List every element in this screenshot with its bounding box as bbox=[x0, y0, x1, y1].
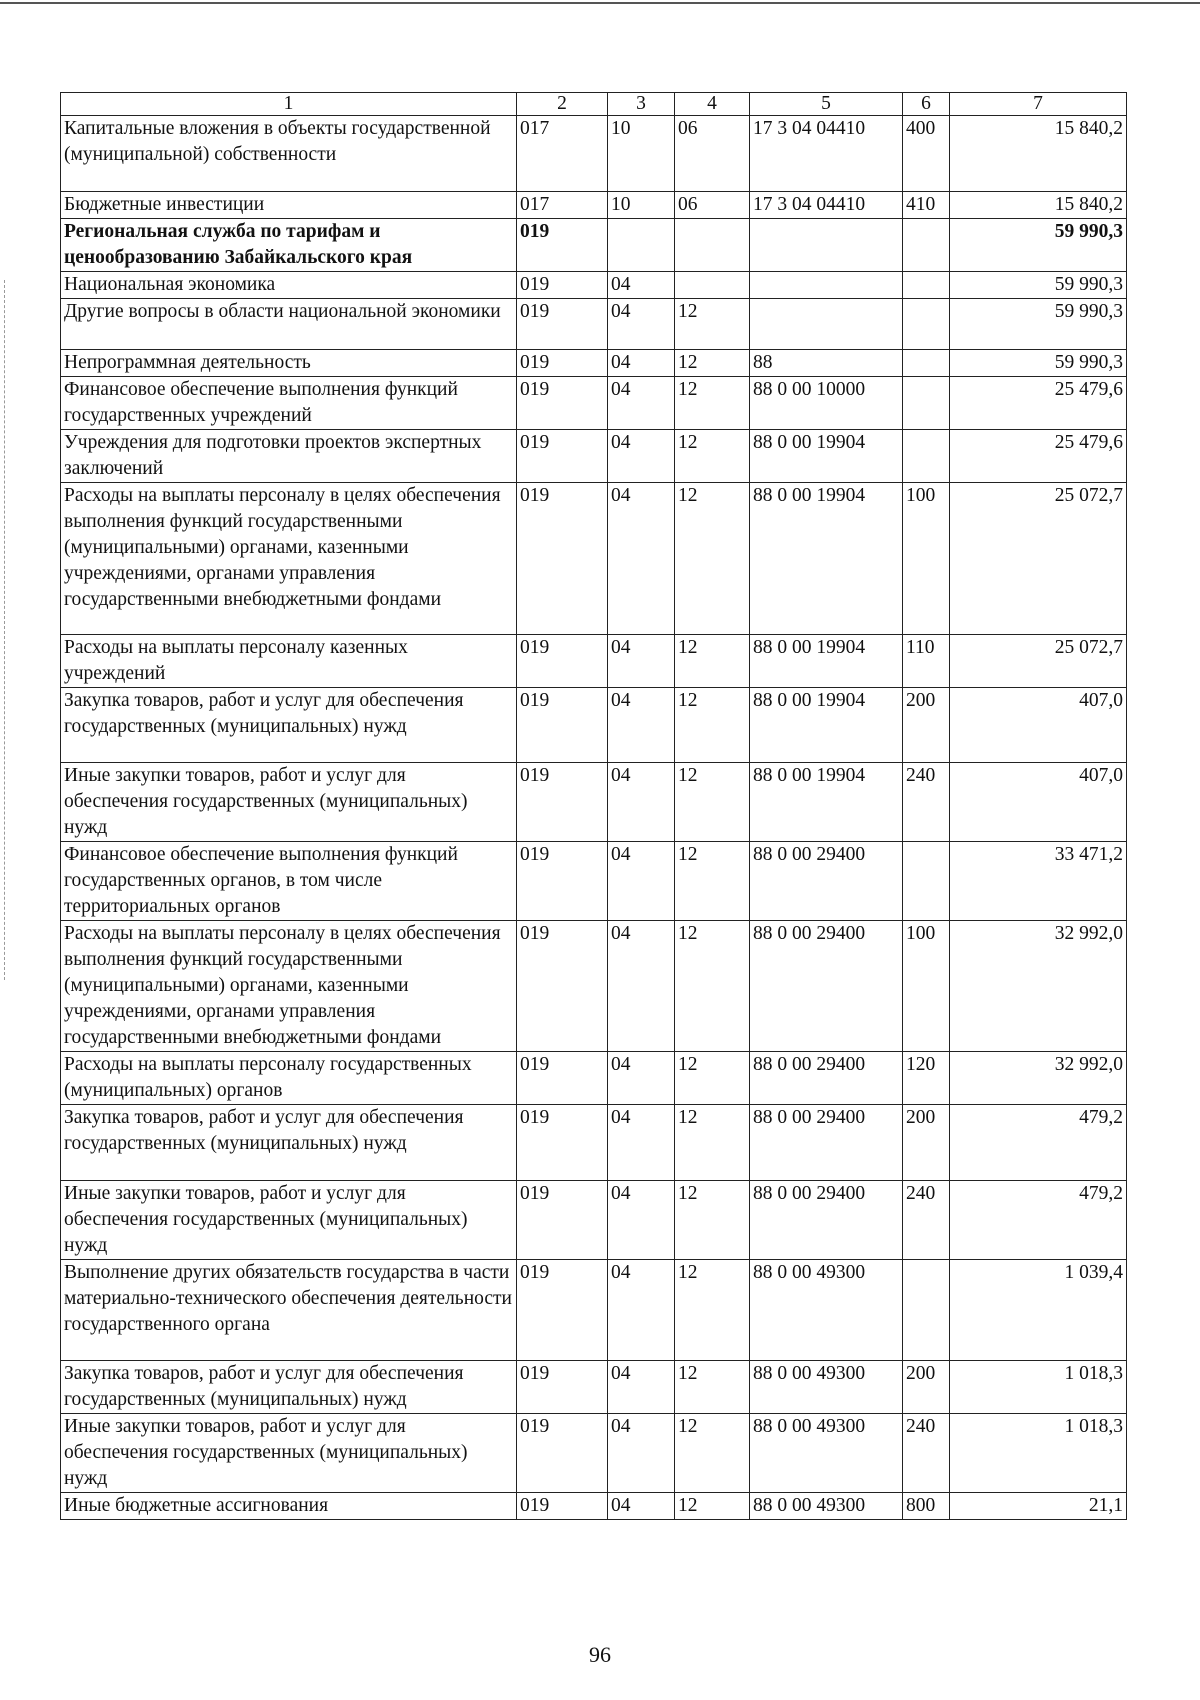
table-row bbox=[61, 842, 1127, 921]
cell-amount: 33 471,2 bbox=[950, 842, 1127, 921]
cell-expense-type-code bbox=[903, 377, 950, 430]
cell-amount: 1 018,3 bbox=[950, 1361, 1127, 1414]
cell-admin-code: 019 bbox=[517, 1260, 608, 1361]
cell-target-article-code: 88 0 00 49300 bbox=[750, 1361, 903, 1414]
cell-subsection-code: 12 bbox=[675, 842, 750, 921]
cell-amount: 25 479,6 bbox=[950, 377, 1127, 430]
cell-amount: 25 072,7 bbox=[950, 483, 1127, 635]
cell-row-name: Расходы на выплаты персоналу в целях обеспечения выполнения функций государственными (муниципальными) органами, казенными учреждениями, органами управления государственными внебюджетными фондами bbox=[61, 483, 517, 635]
cell-target-article-code bbox=[750, 272, 903, 299]
cell-section-code: 04 bbox=[608, 1414, 675, 1493]
cell-admin-code: 019 bbox=[517, 483, 608, 635]
cell-section-code: 04 bbox=[608, 1361, 675, 1414]
column-header: 1 bbox=[61, 93, 517, 116]
cell-expense-type-code: 100 bbox=[903, 483, 950, 635]
cell-admin-code: 019 bbox=[517, 219, 608, 272]
cell-subsection-code: 12 bbox=[675, 1105, 750, 1181]
cell-target-article-code: 88 0 00 19904 bbox=[750, 635, 903, 688]
cell-expense-type-code: 200 bbox=[903, 1361, 950, 1414]
cell-subsection-code: 12 bbox=[675, 430, 750, 483]
cell-section-code: 04 bbox=[608, 921, 675, 1052]
cell-target-article-code: 88 0 00 10000 bbox=[750, 377, 903, 430]
cell-row-name: Иные закупки товаров, работ и услуг для обеспечения государственных (муниципальных) нужд bbox=[61, 1414, 517, 1493]
cell-target-article-code bbox=[750, 219, 903, 272]
cell-section-code: 04 bbox=[608, 1181, 675, 1260]
cell-subsection-code: 12 bbox=[675, 377, 750, 430]
cell-admin-code: 019 bbox=[517, 1052, 608, 1105]
cell-section-code: 04 bbox=[608, 272, 675, 299]
scan-margin-line bbox=[4, 280, 5, 980]
cell-row-name: Бюджетные инвестиции bbox=[61, 192, 517, 219]
table-body bbox=[61, 116, 1127, 1520]
cell-expense-type-code: 800 bbox=[903, 1493, 950, 1520]
table-row bbox=[61, 1493, 1127, 1520]
cell-expense-type-code: 240 bbox=[903, 1181, 950, 1260]
cell-row-name: Финансовое обеспечение выполнения функций государственных органов, в том числе территориальных органов bbox=[61, 842, 517, 921]
cell-expense-type-code bbox=[903, 350, 950, 377]
cell-admin-code: 019 bbox=[517, 688, 608, 763]
cell-target-article-code: 88 0 00 19904 bbox=[750, 763, 903, 842]
cell-subsection-code: 12 bbox=[675, 1493, 750, 1520]
cell-subsection-code: 12 bbox=[675, 1260, 750, 1361]
cell-admin-code: 017 bbox=[517, 116, 608, 192]
cell-row-name: Расходы на выплаты персоналу в целях обеспечения выполнения функций государственными (муниципальными) органами, казенными учреждениями, органами управления государственными внебюджетными фондами bbox=[61, 921, 517, 1052]
cell-expense-type-code bbox=[903, 219, 950, 272]
budget-table bbox=[60, 92, 1127, 1520]
cell-target-article-code: 88 0 00 29400 bbox=[750, 1052, 903, 1105]
cell-row-name: Другие вопросы в области национальной экономики bbox=[61, 299, 517, 350]
cell-row-name: Национальная экономика bbox=[61, 272, 517, 299]
cell-subsection-code: 12 bbox=[675, 921, 750, 1052]
cell-admin-code: 019 bbox=[517, 635, 608, 688]
cell-target-article-code: 88 0 00 49300 bbox=[750, 1414, 903, 1493]
cell-expense-type-code: 240 bbox=[903, 1414, 950, 1493]
cell-section-code: 04 bbox=[608, 350, 675, 377]
table-row bbox=[61, 377, 1127, 430]
cell-admin-code: 019 bbox=[517, 1493, 608, 1520]
cell-admin-code: 019 bbox=[517, 1181, 608, 1260]
cell-row-name: Закупка товаров, работ и услуг для обеспечения государственных (муниципальных) нужд bbox=[61, 1105, 517, 1181]
cell-subsection-code: 06 bbox=[675, 116, 750, 192]
cell-admin-code: 019 bbox=[517, 272, 608, 299]
cell-subsection-code: 12 bbox=[675, 635, 750, 688]
cell-section-code: 04 bbox=[608, 1260, 675, 1361]
cell-amount: 32 992,0 bbox=[950, 921, 1127, 1052]
cell-admin-code: 019 bbox=[517, 1105, 608, 1181]
cell-subsection-code: 12 bbox=[675, 299, 750, 350]
cell-amount: 479,2 bbox=[950, 1105, 1127, 1181]
cell-target-article-code: 88 0 00 49300 bbox=[750, 1493, 903, 1520]
cell-admin-code: 019 bbox=[517, 763, 608, 842]
cell-admin-code: 019 bbox=[517, 430, 608, 483]
cell-section-code: 04 bbox=[608, 299, 675, 350]
cell-subsection-code: 12 bbox=[675, 688, 750, 763]
cell-target-article-code: 17 3 04 04410 bbox=[750, 192, 903, 219]
table-row bbox=[61, 1052, 1127, 1105]
cell-amount: 15 840,2 bbox=[950, 116, 1127, 192]
table-row bbox=[61, 483, 1127, 635]
cell-row-name: Финансовое обеспечение выполнения функций государственных учреждений bbox=[61, 377, 517, 430]
cell-expense-type-code: 410 bbox=[903, 192, 950, 219]
cell-amount: 25 072,7 bbox=[950, 635, 1127, 688]
cell-admin-code: 019 bbox=[517, 299, 608, 350]
table-row bbox=[61, 688, 1127, 763]
cell-row-name: Региональная служба по тарифам и ценообразованию Забайкальского края bbox=[61, 219, 517, 272]
cell-section-code: 10 bbox=[608, 116, 675, 192]
cell-expense-type-code bbox=[903, 430, 950, 483]
cell-expense-type-code: 200 bbox=[903, 1105, 950, 1181]
table-row bbox=[61, 1105, 1127, 1181]
cell-expense-type-code: 200 bbox=[903, 688, 950, 763]
cell-subsection-code: 12 bbox=[675, 763, 750, 842]
cell-subsection-code: 12 bbox=[675, 1052, 750, 1105]
table-row bbox=[61, 116, 1127, 192]
header-row bbox=[61, 93, 1127, 116]
table-row bbox=[61, 272, 1127, 299]
cell-expense-type-code: 240 bbox=[903, 763, 950, 842]
cell-amount: 15 840,2 bbox=[950, 192, 1127, 219]
cell-row-name: Закупка товаров, работ и услуг для обеспечения государственных (муниципальных) нужд bbox=[61, 688, 517, 763]
cell-target-article-code: 88 0 00 49300 bbox=[750, 1260, 903, 1361]
cell-row-name: Расходы на выплаты персоналу государственных (муниципальных) органов bbox=[61, 1052, 517, 1105]
cell-expense-type-code bbox=[903, 299, 950, 350]
table-row bbox=[61, 635, 1127, 688]
column-header: 4 bbox=[675, 93, 750, 116]
table-row bbox=[61, 1260, 1127, 1361]
cell-section-code: 04 bbox=[608, 1493, 675, 1520]
cell-section-code bbox=[608, 219, 675, 272]
cell-target-article-code: 17 3 04 04410 bbox=[750, 116, 903, 192]
cell-expense-type-code bbox=[903, 842, 950, 921]
cell-expense-type-code: 400 bbox=[903, 116, 950, 192]
cell-section-code: 04 bbox=[608, 842, 675, 921]
cell-admin-code: 019 bbox=[517, 1361, 608, 1414]
table-row bbox=[61, 763, 1127, 842]
scan-top-border bbox=[0, 2, 1200, 4]
page-number: 96 bbox=[589, 1642, 611, 1667]
table-row bbox=[61, 1181, 1127, 1260]
cell-target-article-code bbox=[750, 299, 903, 350]
cell-target-article-code: 88 0 00 29400 bbox=[750, 921, 903, 1052]
cell-row-name: Иные закупки товаров, работ и услуг для обеспечения государственных (муниципальных) нужд bbox=[61, 1181, 517, 1260]
cell-amount: 59 990,3 bbox=[950, 350, 1127, 377]
cell-admin-code: 017 bbox=[517, 192, 608, 219]
cell-admin-code: 019 bbox=[517, 921, 608, 1052]
column-header: 6 bbox=[903, 93, 950, 116]
cell-row-name: Закупка товаров, работ и услуг для обеспечения государственных (муниципальных) нужд bbox=[61, 1361, 517, 1414]
cell-expense-type-code: 100 bbox=[903, 921, 950, 1052]
cell-target-article-code: 88 0 00 19904 bbox=[750, 483, 903, 635]
cell-amount: 407,0 bbox=[950, 688, 1127, 763]
cell-row-name: Капитальные вложения в объекты государственной (муниципальной) собственности bbox=[61, 116, 517, 192]
table-row bbox=[61, 1361, 1127, 1414]
cell-amount: 21,1 bbox=[950, 1493, 1127, 1520]
cell-expense-type-code bbox=[903, 1260, 950, 1361]
table-row bbox=[61, 921, 1127, 1052]
table-row bbox=[61, 350, 1127, 377]
column-header: 7 bbox=[950, 93, 1127, 116]
cell-row-name: Расходы на выплаты персоналу казенных учреждений bbox=[61, 635, 517, 688]
cell-section-code: 04 bbox=[608, 763, 675, 842]
cell-amount: 25 479,6 bbox=[950, 430, 1127, 483]
cell-target-article-code: 88 0 00 19904 bbox=[750, 430, 903, 483]
cell-amount: 1 039,4 bbox=[950, 1260, 1127, 1361]
cell-subsection-code: 12 bbox=[675, 1181, 750, 1260]
cell-subsection-code: 12 bbox=[675, 350, 750, 377]
cell-subsection-code: 12 bbox=[675, 1361, 750, 1414]
cell-subsection-code: 12 bbox=[675, 1414, 750, 1493]
table-row bbox=[61, 1414, 1127, 1493]
cell-admin-code: 019 bbox=[517, 377, 608, 430]
cell-section-code: 04 bbox=[608, 377, 675, 430]
cell-amount: 407,0 bbox=[950, 763, 1127, 842]
table-row bbox=[61, 219, 1127, 272]
cell-admin-code: 019 bbox=[517, 350, 608, 377]
cell-target-article-code: 88 bbox=[750, 350, 903, 377]
table-row bbox=[61, 430, 1127, 483]
cell-admin-code: 019 bbox=[517, 1414, 608, 1493]
column-header: 3 bbox=[608, 93, 675, 116]
cell-amount: 59 990,3 bbox=[950, 272, 1127, 299]
cell-section-code: 04 bbox=[608, 635, 675, 688]
cell-amount: 1 018,3 bbox=[950, 1414, 1127, 1493]
cell-subsection-code: 06 bbox=[675, 192, 750, 219]
cell-target-article-code: 88 0 00 29400 bbox=[750, 1105, 903, 1181]
cell-section-code: 04 bbox=[608, 430, 675, 483]
cell-target-article-code: 88 0 00 29400 bbox=[750, 842, 903, 921]
cell-section-code: 10 bbox=[608, 192, 675, 219]
column-header: 2 bbox=[517, 93, 608, 116]
cell-amount: 32 992,0 bbox=[950, 1052, 1127, 1105]
cell-admin-code: 019 bbox=[517, 842, 608, 921]
cell-expense-type-code bbox=[903, 272, 950, 299]
cell-row-name: Иные закупки товаров, работ и услуг для обеспечения государственных (муниципальных) нужд bbox=[61, 763, 517, 842]
cell-row-name: Иные бюджетные ассигнования bbox=[61, 1493, 517, 1520]
cell-expense-type-code: 120 bbox=[903, 1052, 950, 1105]
cell-section-code: 04 bbox=[608, 1052, 675, 1105]
cell-amount: 59 990,3 bbox=[950, 219, 1127, 272]
cell-section-code: 04 bbox=[608, 483, 675, 635]
cell-row-name: Непрограммная деятельность bbox=[61, 350, 517, 377]
cell-subsection-code bbox=[675, 219, 750, 272]
cell-row-name: Учреждения для подготовки проектов экспертных заключений bbox=[61, 430, 517, 483]
cell-amount: 479,2 bbox=[950, 1181, 1127, 1260]
table-row bbox=[61, 192, 1127, 219]
cell-section-code: 04 bbox=[608, 1105, 675, 1181]
table-row bbox=[61, 299, 1127, 350]
cell-section-code: 04 bbox=[608, 688, 675, 763]
cell-subsection-code: 12 bbox=[675, 483, 750, 635]
column-header: 5 bbox=[750, 93, 903, 116]
cell-amount: 59 990,3 bbox=[950, 299, 1127, 350]
cell-row-name: Выполнение других обязательств государства в части материально-технического обеспечения деятельности государственного органа bbox=[61, 1260, 517, 1361]
cell-target-article-code: 88 0 00 29400 bbox=[750, 1181, 903, 1260]
cell-subsection-code bbox=[675, 272, 750, 299]
cell-expense-type-code: 110 bbox=[903, 635, 950, 688]
cell-target-article-code: 88 0 00 19904 bbox=[750, 688, 903, 763]
